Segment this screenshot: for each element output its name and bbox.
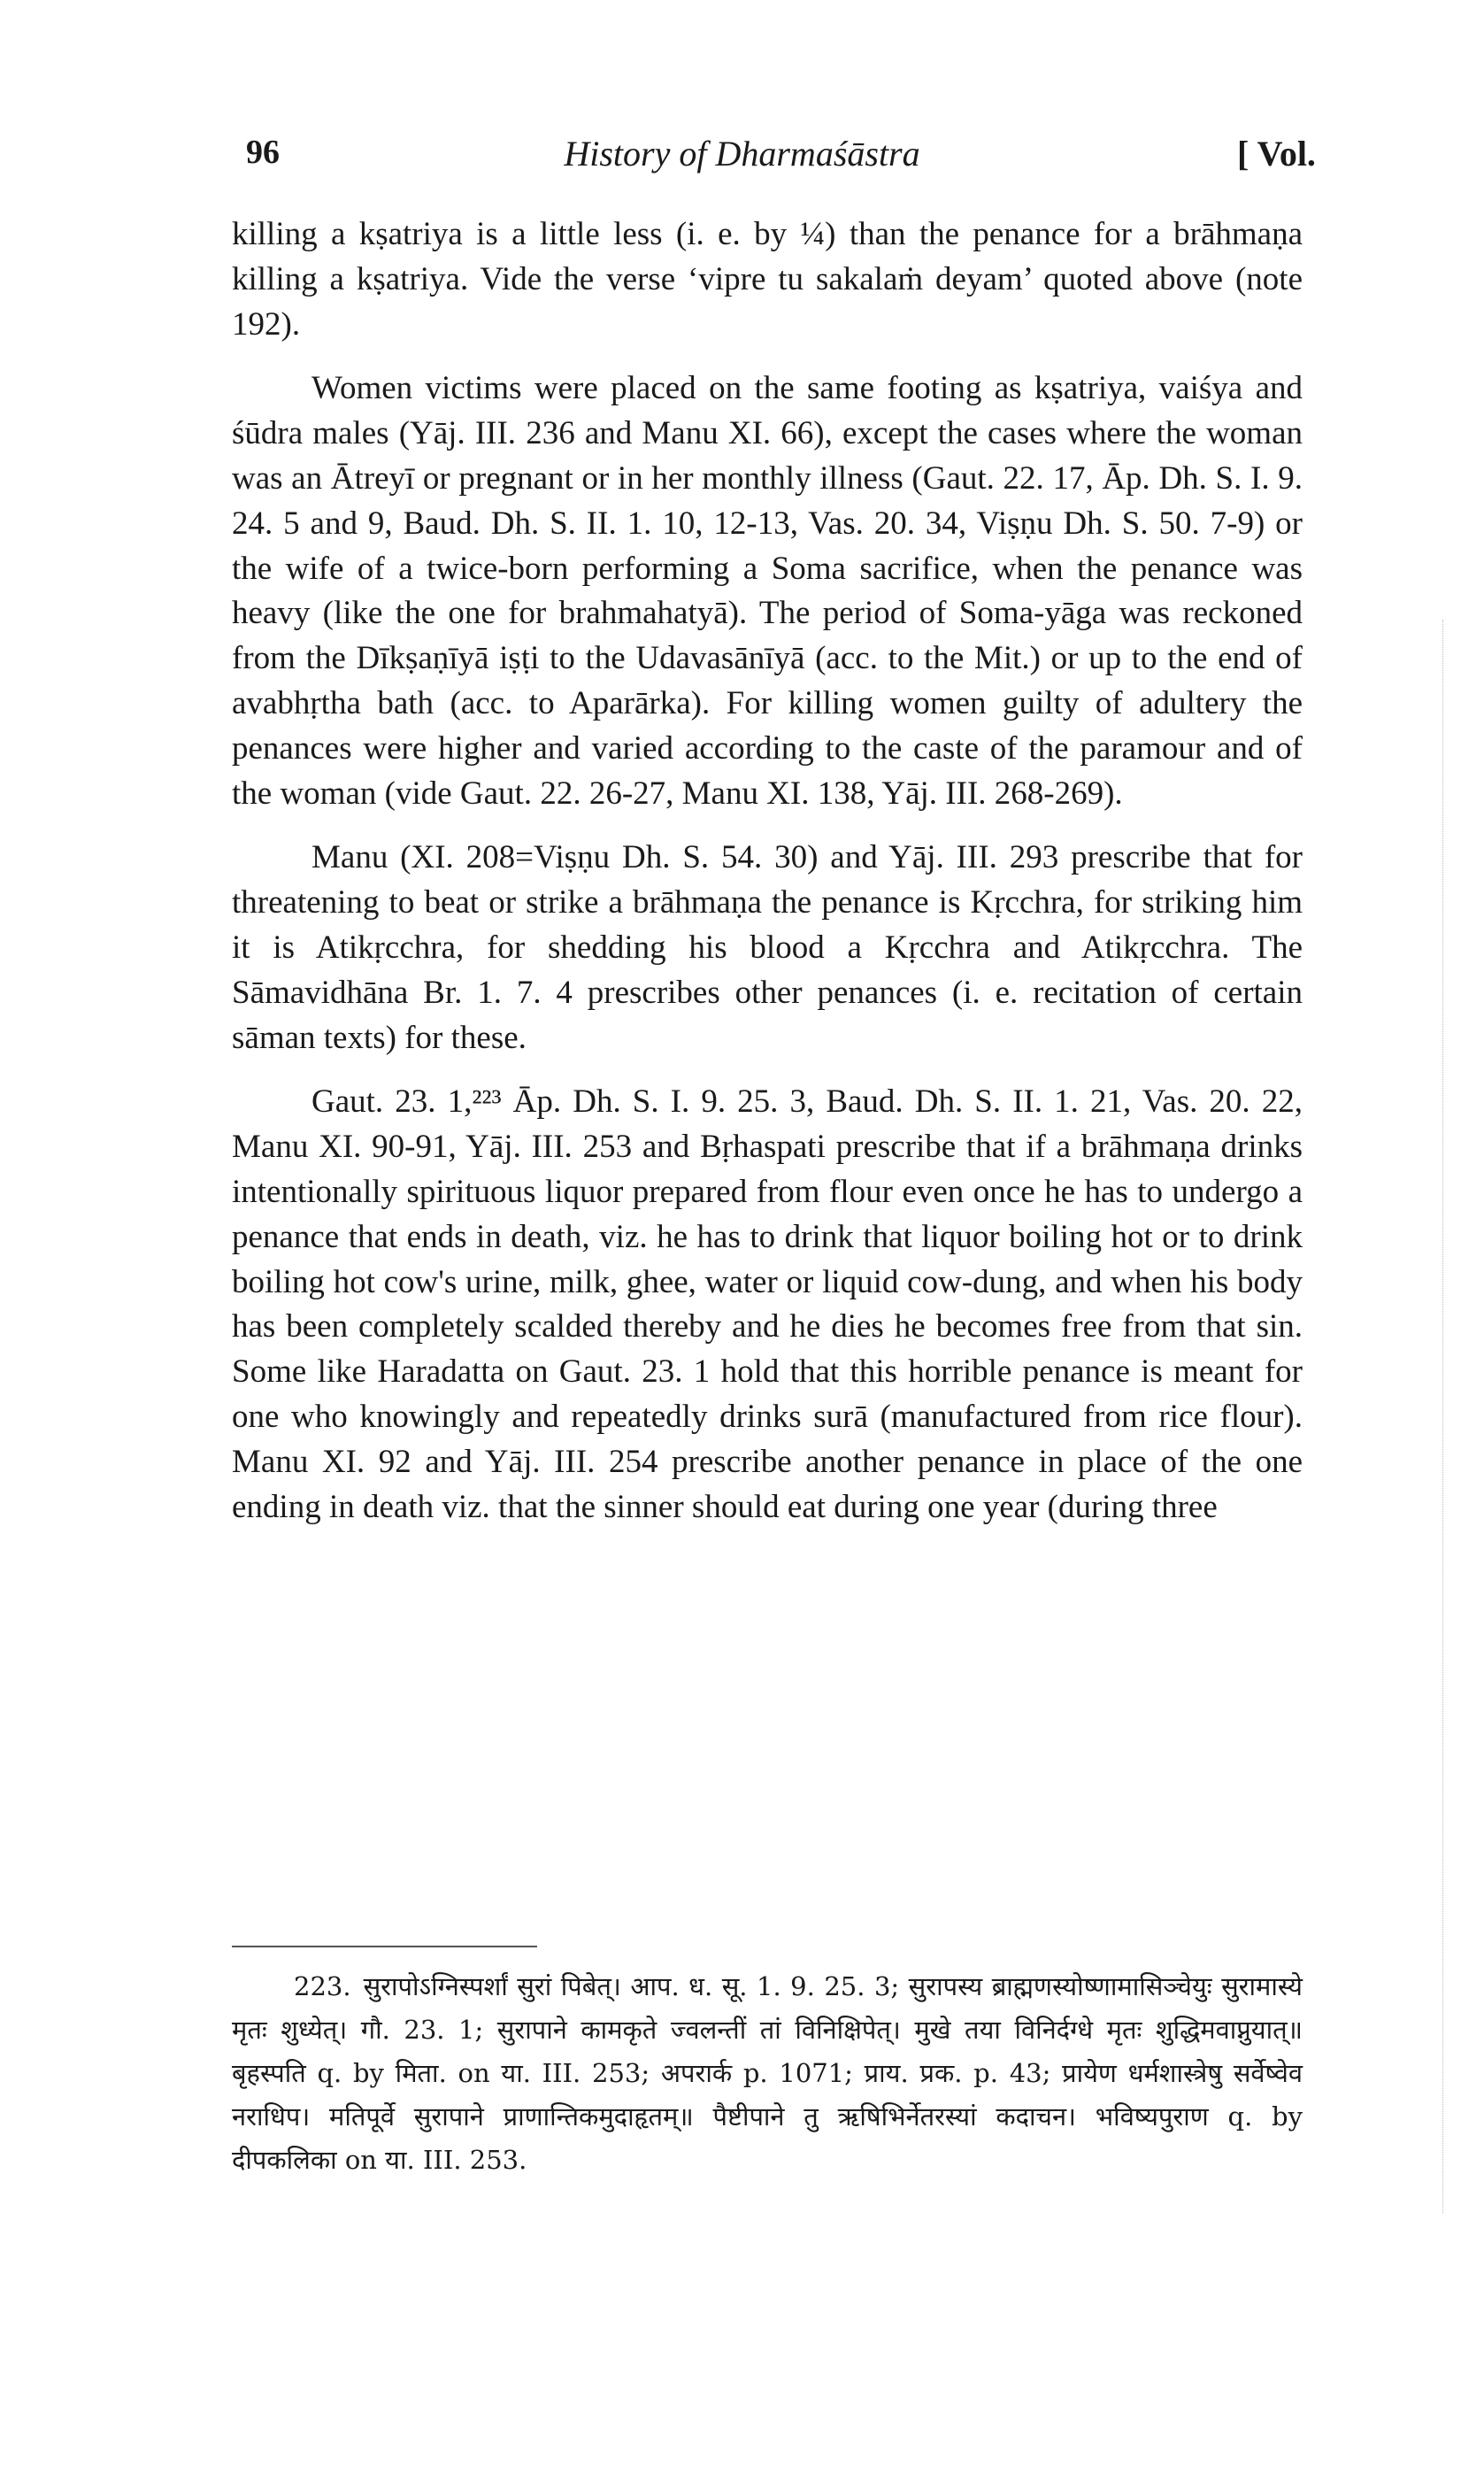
footnote	[232, 1965, 1303, 2182]
paragraph-2: Women victims were placed on the same footing as kṣatriya, vaiśya and śūdra males (Yāj. III. 236 and Manu XI. 66), except the cases where the woman was an Ātreyī or pregnant or in her monthly illness (Gaut. 22. 17, Āp. Dh. S. I. 9. 24. 5 and 9, Baud. Dh. S. II. 1. 10, 12-13, Vas. 20. 34, Viṣṇu Dh. S. 50. 7-9) or the wife of a twice-born performing a Soma sacrifice, when the penance was heavy (like the one for brahmahatyā). The period of Soma-yāga was reckoned from the Dīkṣaṇīyā iṣṭi to the Udavasānīyā (acc. to the Mit.) or up to the end of avabhṛtha bath (acc. to Aparārka). For killing women guilty of adultery the penances were higher and varied according to the caste of the paramour and of the woman (vide Gaut. 22. 26-27, Manu XI. 138, Yāj. III. 268-269).	[232, 370, 1303, 812]
paragraph-1: killing a kṣatriya is a little less (i. e. by ¼) than the penance for a brāhmaṇa killing a kṣatriya. Vide the verse ‘vipre tu sakalaṁ deyam’ quoted above (note 192).	[232, 216, 1303, 343]
footnote-number: 223.	[294, 1971, 351, 2001]
paragraph-4: Gaut. 23. 1,²²³ Āp. Dh. S. I. 9. 25. 3, Baud. Dh. S. II. 1. 21, Vas. 20. 22, Manu XI. 90-91, Yāj. III. 253 and Bṛhaspati prescribe that if a brāhmaṇa drinks intentionally spirituous liquor prepared from flour even once he has to undergo a penance that ends in death, viz. he has to drink that liquor boiling hot or to drink boiling hot cow's urine, milk, ghee, water or liquid cow-dung, and when his body has been completely scalded thereby and he dies he becomes free from that sin. Some like Haradatta on Gaut. 23. 1 hold that this horrible penance is meant for one who knowingly and repeatedly drinks surā (manufactured from rice flour). Manu XI. 92 and Yāj. III. 254 prescribe another penance in place of the one ending in death viz. that the sinner should eat during one year (during three	[232, 1083, 1303, 1525]
volume-label: [ Vol.	[1237, 134, 1316, 173]
paragraph-3: Manu (XI. 208=Viṣṇu Dh. S. 54. 30) and Yāj. III. 293 prescribe that for threatening to beat or strike a brāhmaṇa the penance is Kṛcchra, for striking him it is Atikṛcchra, for shedding his blood a Kṛcchra and Atikṛcchra. The Sāmavidhāna Br. 1. 7. 4 prescribes other penances (i. e. recitation of certain sāman texts) for these.	[232, 839, 1303, 1056]
running-title: History of Dharmaśāstra	[564, 134, 920, 173]
footnote-rule	[232, 1946, 537, 1947]
page-number: 96	[246, 134, 280, 171]
scan-margin-line	[1442, 620, 1443, 2213]
footnote-text: सुरापोऽग्निस्पर्शां सुरां पिबेत्। आप. ध. सू. 1. 9. 25. 3; सुरापस्य ब्राह्मणस्योष्णामासिञ्चेयुः सुरामास्ये मृतः शुध्येत्। गौ. 23. 1; सुरापाने कामकृते ज्वलन्तीं तां विनिक्षिपेत्। मुखे तया विनिर्दग्धे मृतः शुद्धिमवाप्नुयात्॥ बृहस्पति q. by मिता. on या. III. 253; अपरार्क p. 1071; प्राय. प्रक. p. 43; प्रायेण धर्मशास्त्रेषु सर्वेष्वेव नराधिप। मतिपूर्वे सुरापाने प्राणान्तिकमुदाहृतम्॥ पैष्टीपाने तु ऋषिभिर्नेतरस्यां कदाचन। भविष्यपुराण q. by दीपकलिका on या. III. 253.	[232, 1971, 1303, 2175]
page-header	[0, 133, 1484, 186]
main-text	[232, 212, 1303, 1549]
